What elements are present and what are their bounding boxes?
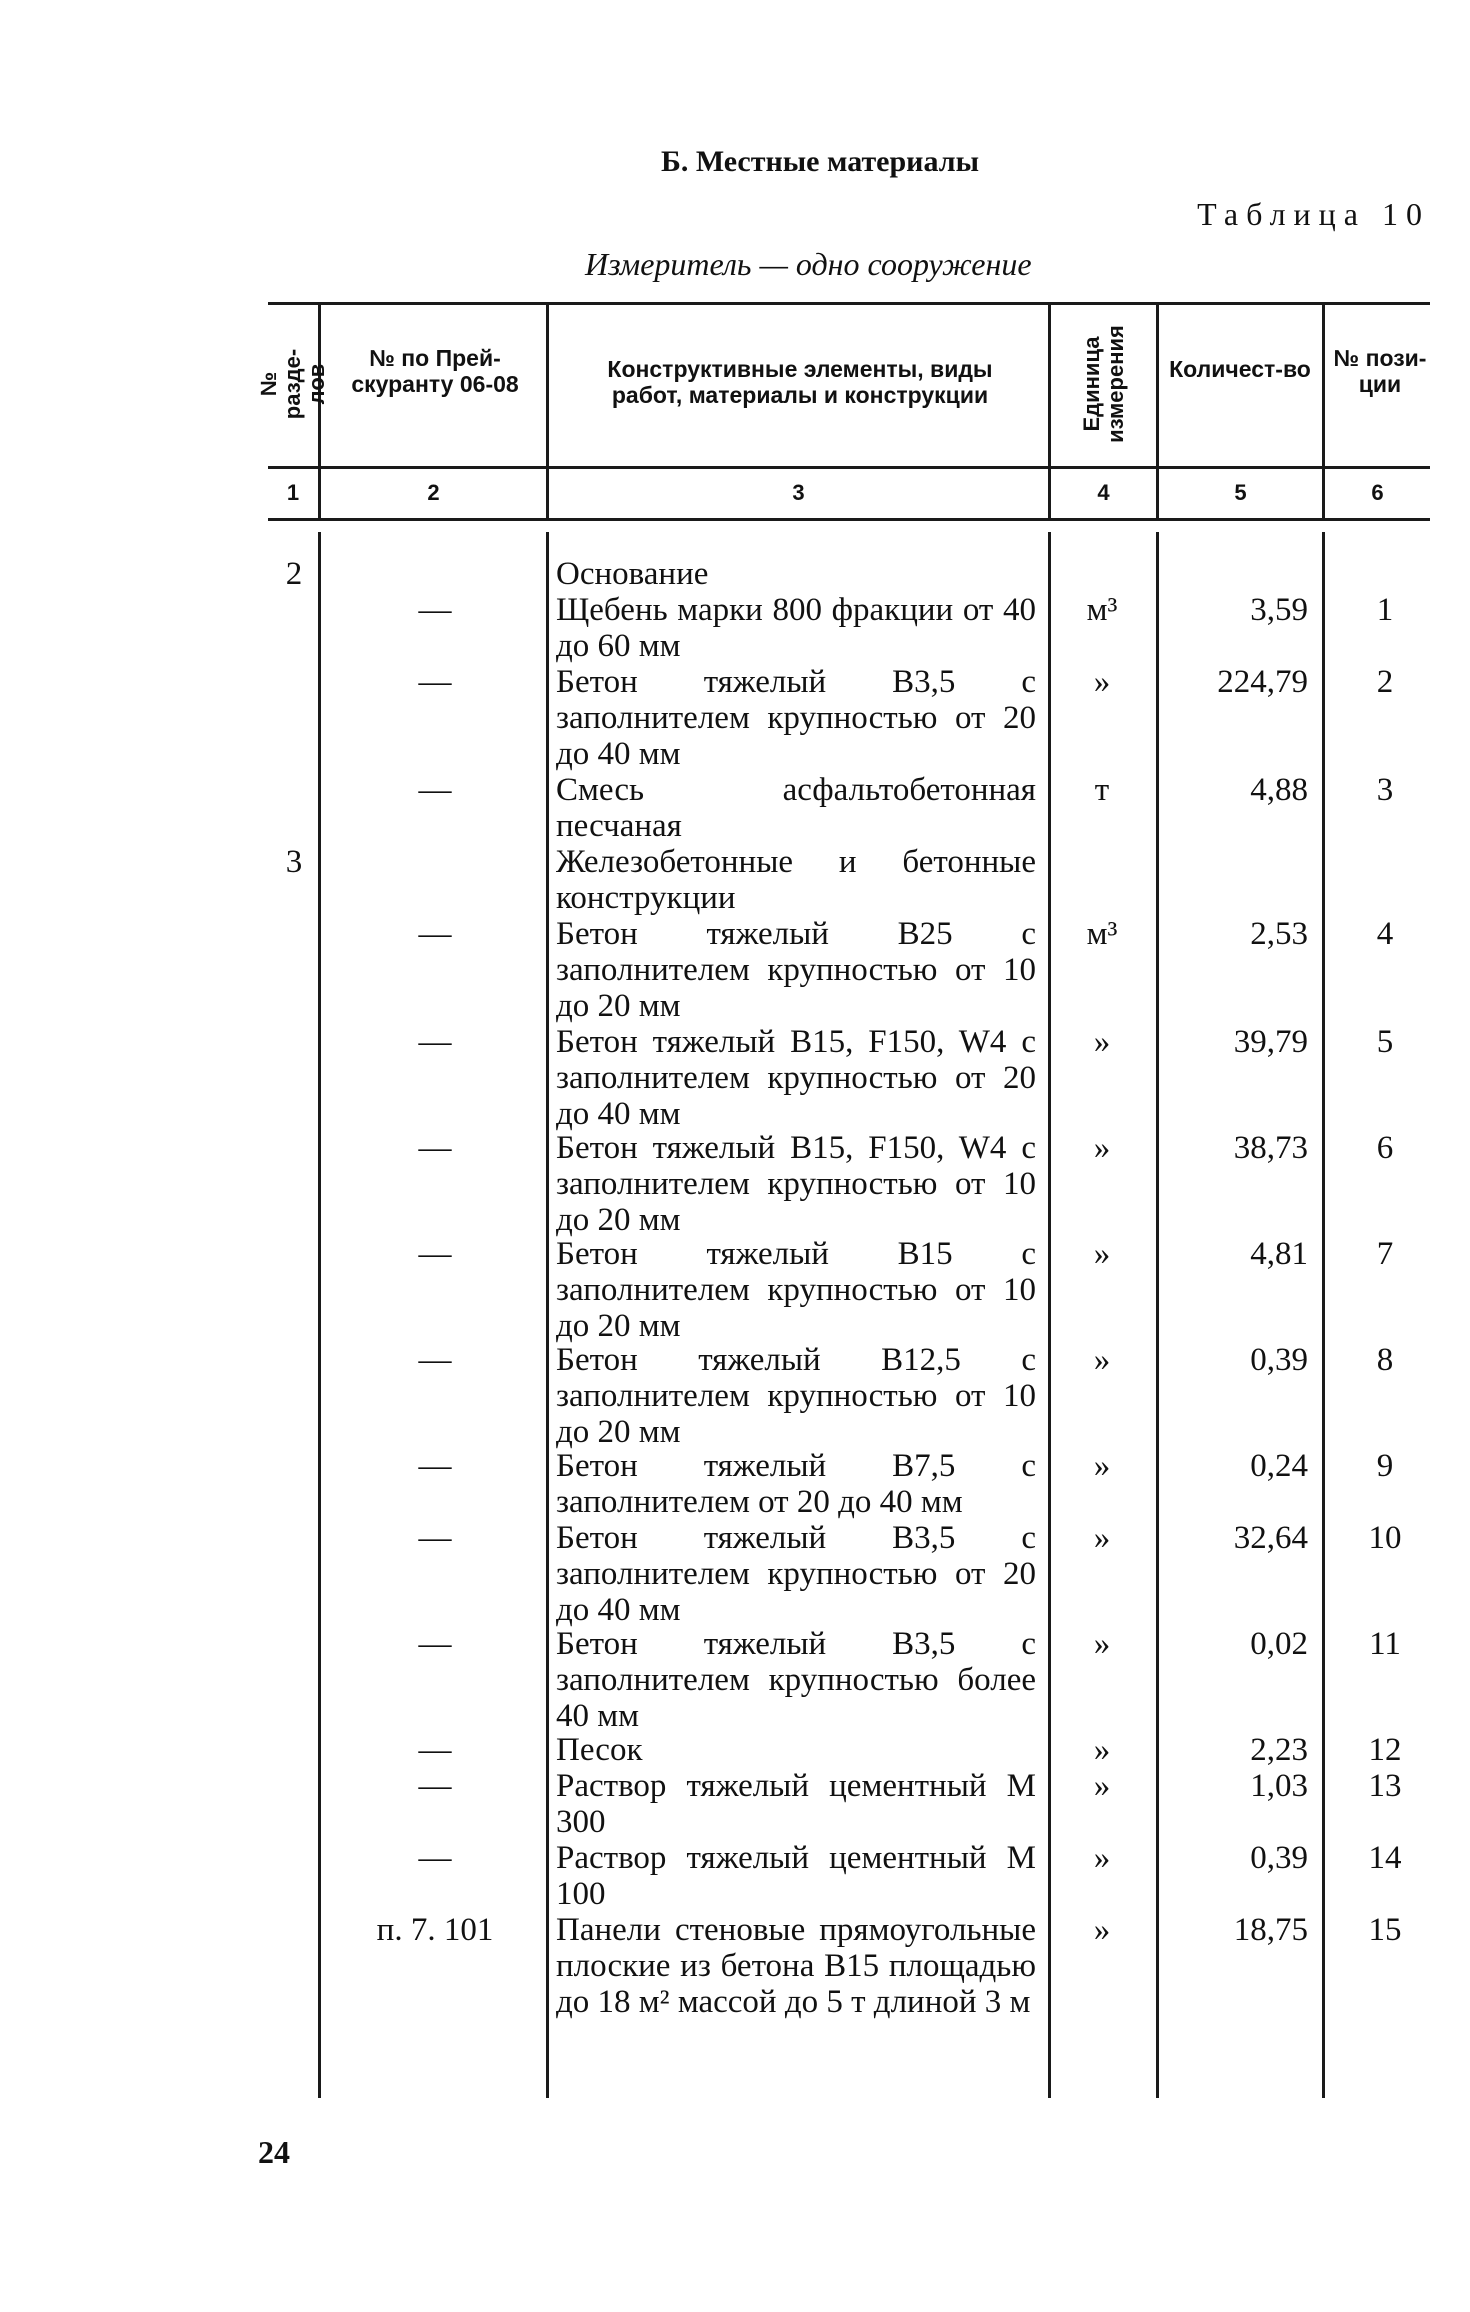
section-number: 2 [285, 556, 303, 592]
row-unit: » [1093, 1342, 1111, 1378]
row-price-ref: — [418, 1732, 452, 1768]
row-price-ref: — [418, 916, 452, 952]
row-position: 14 [1368, 1840, 1402, 1876]
row-description: Железобетонные и бетонные конструкции [556, 844, 1036, 916]
row-unit: » [1093, 1448, 1111, 1484]
row-description: Основание [556, 556, 709, 592]
body-vrule [1048, 532, 1051, 2098]
row-description: Щебень марки 800 фракции от 40 до 60 мм [556, 592, 1036, 664]
row-quantity: 18,75 [1233, 1912, 1308, 1948]
page-number: 24 [258, 2134, 290, 2170]
row-unit: » [1093, 1024, 1111, 1060]
row-position: 7 [1376, 1236, 1394, 1272]
row-description: Бетон тяжелый В15, F150, W4 с заполнителем крупностью от 20 до 40 мм [556, 1024, 1036, 1132]
row-position: 6 [1376, 1130, 1394, 1166]
row-description: Песок [556, 1732, 643, 1768]
row-description: Смесь асфальтобетонная песчаная [556, 772, 1036, 844]
row-quantity: 4,81 [1250, 1236, 1308, 1272]
row-price-ref: — [418, 772, 452, 808]
row-unit: м³ [1086, 916, 1118, 952]
row-unit: м³ [1086, 592, 1118, 628]
row-position: 2 [1376, 664, 1394, 700]
row-description: Панели стеновые прямоугольные плоские из бетона В15 площадью до 18 м² массой до 5 т длиной 3 м [556, 1912, 1036, 2020]
row-position: 3 [1376, 772, 1394, 808]
row-quantity: 39,79 [1233, 1024, 1308, 1060]
row-position: 5 [1376, 1024, 1394, 1060]
row-description: Бетон тяжелый В3,5 с заполнителем крупностью от 20 до 40 мм [556, 1520, 1036, 1628]
row-quantity: 4,88 [1250, 772, 1308, 808]
row-price-ref: — [418, 1768, 452, 1804]
row-price-ref: п. 7. 101 [376, 1912, 494, 1948]
row-quantity: 224,79 [1217, 664, 1308, 700]
row-unit: » [1093, 1840, 1111, 1876]
colnum-1: 1 [286, 480, 300, 505]
meter-caption: Измеритель — одно сооружение [585, 246, 1032, 282]
row-description: Раствор тяжелый цементный М 100 [556, 1840, 1036, 1912]
row-quantity: 1,03 [1250, 1768, 1308, 1804]
row-quantity: 32,64 [1233, 1520, 1308, 1556]
row-quantity: 38,73 [1233, 1130, 1308, 1166]
row-price-ref: — [418, 1520, 452, 1556]
header-col4: Единица измерения [1078, 325, 1128, 443]
header-col3: Конструктивные элементы, виды работ, материалы и конструкции [607, 356, 993, 408]
row-description: Бетон тяжелый В3,5 с заполнителем крупностью от 20 до 40 мм [556, 664, 1036, 772]
row-description: Раствор тяжелый цементный М 300 [556, 1768, 1036, 1840]
row-quantity: 0,24 [1250, 1448, 1308, 1484]
section-number: 3 [285, 844, 303, 880]
header-col5: Количест-во [1169, 356, 1311, 382]
header-col2: № по Прей-скуранту 06-08 [351, 345, 519, 397]
row-quantity: 0,39 [1250, 1840, 1308, 1876]
row-price-ref: — [418, 1130, 452, 1166]
section-heading: Б. Местные материалы [660, 145, 979, 178]
row-position: 1 [1376, 592, 1394, 628]
body-vrule [1322, 532, 1325, 2098]
row-position: 11 [1369, 1626, 1401, 1662]
row-unit: » [1093, 1236, 1111, 1272]
header-col1: № разде-лов [256, 348, 329, 420]
row-position: 12 [1368, 1732, 1402, 1768]
row-price-ref: — [418, 1448, 452, 1484]
row-quantity: 2,53 [1250, 916, 1308, 952]
row-unit: » [1093, 1130, 1111, 1166]
row-price-ref: — [418, 1342, 452, 1378]
row-position: 8 [1376, 1342, 1394, 1378]
row-description: Бетон тяжелый В15, F150, W4 с заполнителем крупностью от 10 до 20 мм [556, 1130, 1036, 1238]
colnum-2: 2 [427, 480, 440, 505]
row-price-ref: — [418, 1626, 452, 1662]
row-description: Бетон тяжелый В15 с заполнителем крупностью от 10 до 20 мм [556, 1236, 1036, 1344]
header-col4-cell [1051, 302, 1156, 466]
colnum-3: 3 [792, 480, 805, 505]
row-position: 4 [1376, 916, 1394, 952]
colnum-5: 5 [1234, 480, 1247, 505]
row-unit: » [1093, 1626, 1111, 1662]
row-position: 15 [1368, 1912, 1402, 1948]
row-position: 10 [1368, 1520, 1402, 1556]
colnum-6: 6 [1371, 480, 1384, 505]
row-quantity: 2,23 [1250, 1732, 1308, 1768]
row-unit: » [1093, 1912, 1111, 1948]
row-price-ref: — [418, 592, 452, 628]
row-price-ref: — [418, 1840, 452, 1876]
row-description: Бетон тяжелый В12,5 с заполнителем крупностью от 10 до 20 мм [556, 1342, 1036, 1450]
row-unit: » [1093, 1732, 1111, 1768]
row-description: Бетон тяжелый В7,5 с заполнителем от 20 до 40 мм [556, 1448, 1036, 1520]
header-col6: № пози-ции [1333, 345, 1427, 397]
row-price-ref: — [418, 1024, 452, 1060]
colnum-4: 4 [1097, 480, 1110, 505]
row-quantity: 3,59 [1250, 592, 1308, 628]
row-unit: » [1093, 1768, 1111, 1804]
row-unit: » [1093, 1520, 1111, 1556]
header-bottom-rule [268, 466, 1430, 469]
table-top-rule [268, 302, 1430, 305]
row-unit: » [1093, 664, 1111, 700]
row-price-ref: — [418, 1236, 452, 1272]
row-quantity: 0,02 [1250, 1626, 1308, 1662]
row-description: Бетон тяжелый В3,5 с заполнителем крупностью более 40 мм [556, 1626, 1036, 1734]
row-unit: т [1094, 772, 1110, 808]
colnum-bottom-rule [268, 518, 1430, 521]
header-col1-cell [256, 302, 329, 466]
row-quantity: 0,39 [1250, 1342, 1308, 1378]
row-position: 9 [1376, 1448, 1394, 1484]
row-price-ref: — [418, 664, 452, 700]
table-label: Таблица 10 [1197, 196, 1430, 232]
row-position: 13 [1368, 1768, 1402, 1804]
row-description: Бетон тяжелый В25 с заполнителем крупностью от 10 до 20 мм [556, 916, 1036, 1024]
